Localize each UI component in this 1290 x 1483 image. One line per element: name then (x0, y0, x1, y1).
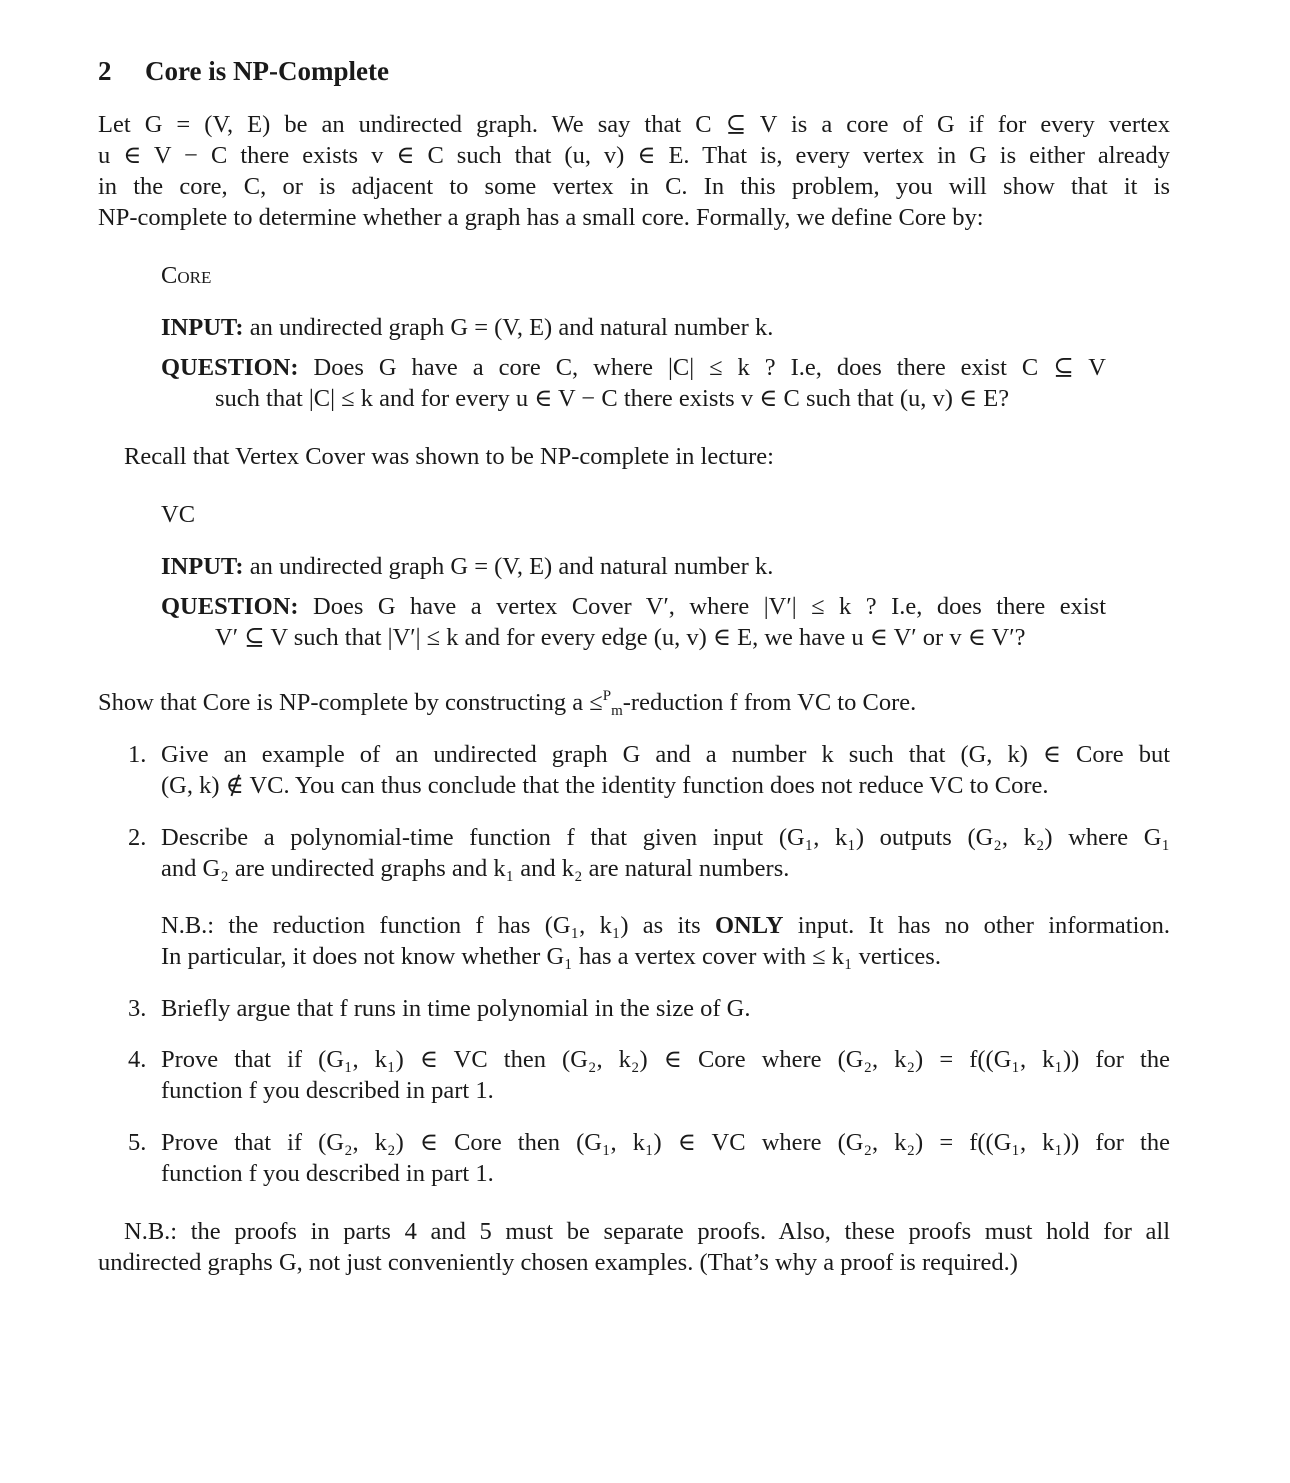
core-question-line-1 (161, 352, 1106, 383)
item-5-line-1: Prove that if (G₂, k₂) ∈ Core then (G₁, k₁) ∈ VC where (G₂, k₂) = f((G₁, k₁)) for the (161, 1129, 1170, 1156)
item-4-line-1: Prove that if (G₁, k₁) ∈ VC then (G₂, k₂) ∈ Core where (G₂, k₂) = f((G₁, k₁)) for the (161, 1046, 1170, 1073)
item-4-line-2: function f you described in part 1. (161, 1077, 494, 1104)
item-1-line-2: (G, k) ∉ VC. You can thus conclude that the identity function does not reduce VC to Core. (161, 772, 1049, 799)
task-pre: Show that Core is NP-complete by constructing a ≤ (98, 689, 603, 716)
item-2-nb-post: input. It has no other information. (797, 912, 1170, 939)
item-3-number: 3. (128, 995, 147, 1022)
item-4-number: 4. (128, 1046, 147, 1073)
section-number: 2 (98, 56, 112, 86)
core-question-label: QUESTION: (161, 354, 299, 381)
item-2-nb-line-2: In particular, it does not know whether G₁ has a vertex cover with ≤ k₁ vertices. (161, 943, 941, 970)
vc-input (161, 551, 773, 582)
final-nb-line-1: N.B.: the proofs in parts 4 and 5 must be separate proofs. Also, these proofs must hold for all (124, 1218, 1170, 1245)
item-2-line-1: Describe a polynomial-time function f that given input (G₁, k₁) outputs (G₂, k₂) where G₁ (161, 824, 1170, 851)
vc-question-line-2: V′ ⊆ V such that |V′| ≤ k and for every edge (u, v) ∈ E, we have u ∈ V′ or v ∈ V′? (215, 624, 1026, 651)
item-2-nb-emph: ONLY (714, 912, 784, 939)
final-nb-line-2: undirected graphs G, not just conveniently chosen examples. (That’s why a proof is required.) (98, 1249, 1018, 1276)
task-sub: m (611, 703, 623, 719)
core-problem-name: Core (161, 262, 212, 289)
intro-line-4: NP-complete to determine whether a graph has a small core. Formally, we define Core by: (98, 204, 984, 231)
intro-line-3: in the core, C, or is adjacent to some vertex in C. In this problem, you will show that it is (98, 173, 1170, 200)
vc-question-label: QUESTION: (161, 593, 299, 620)
vc-input-text: an undirected graph G = (V, E) and natural number k. (249, 553, 774, 580)
item-1-line-1: Give an example of an undirected graph G and a number k such that (G, k) ∈ Core but (161, 741, 1170, 768)
vc-input-label: INPUT: (161, 553, 244, 580)
item-1-number: 1. (128, 741, 147, 768)
section-title: Core is NP-Complete (145, 56, 389, 86)
intro-line-1: Let G = (V, E) be an undirected graph. We say that C ⊆ V is a core of G if for every vertex (98, 111, 1170, 138)
item-2-nb-line-1 (161, 910, 1170, 941)
core-input-label: INPUT: (161, 314, 244, 341)
task-post: -reduction f from VC to Core. (622, 689, 917, 716)
core-question-line-2: such that |C| ≤ k and for every u ∈ V − C there exists v ∈ C such that (u, v) ∈ E? (215, 385, 1010, 412)
intro-line-2: u ∈ V − C there exists v ∈ C such that (u, v) ∈ E. That is, every vertex in G is either already (98, 142, 1170, 169)
vc-problem-name: VC (161, 501, 196, 528)
core-question-text-1: Does G have a core C, where |C| ≤ k ? I.e, does there exist C ⊆ V (313, 354, 1106, 381)
task-sup: P (602, 688, 612, 704)
task-line (98, 681, 917, 719)
vc-question-text-1: Does G have a vertex Cover V′, where |V′| ≤ k ? I.e, does there exist (313, 593, 1107, 620)
recall-line: Recall that Vertex Cover was shown to be NP-complete in lecture: (124, 443, 774, 470)
core-input (161, 312, 773, 343)
item-3-line-1: Briefly argue that f runs in time polynomial in the size of G. (161, 995, 751, 1022)
item-2-number: 2. (128, 824, 147, 851)
vc-question-line-1 (161, 591, 1106, 622)
item-5-line-2: function f you described in part 1. (161, 1160, 494, 1187)
item-2-line-2: and G₂ are undirected graphs and k₁ and k₂ are natural numbers. (161, 855, 790, 882)
item-5-number: 5. (128, 1129, 147, 1156)
item-2-nb-pre: N.B.: the reduction function f has (G₁, k₁) as its (161, 912, 701, 939)
core-input-text: an undirected graph G = (V, E) and natural number k. (249, 314, 774, 341)
section-heading (98, 56, 389, 87)
